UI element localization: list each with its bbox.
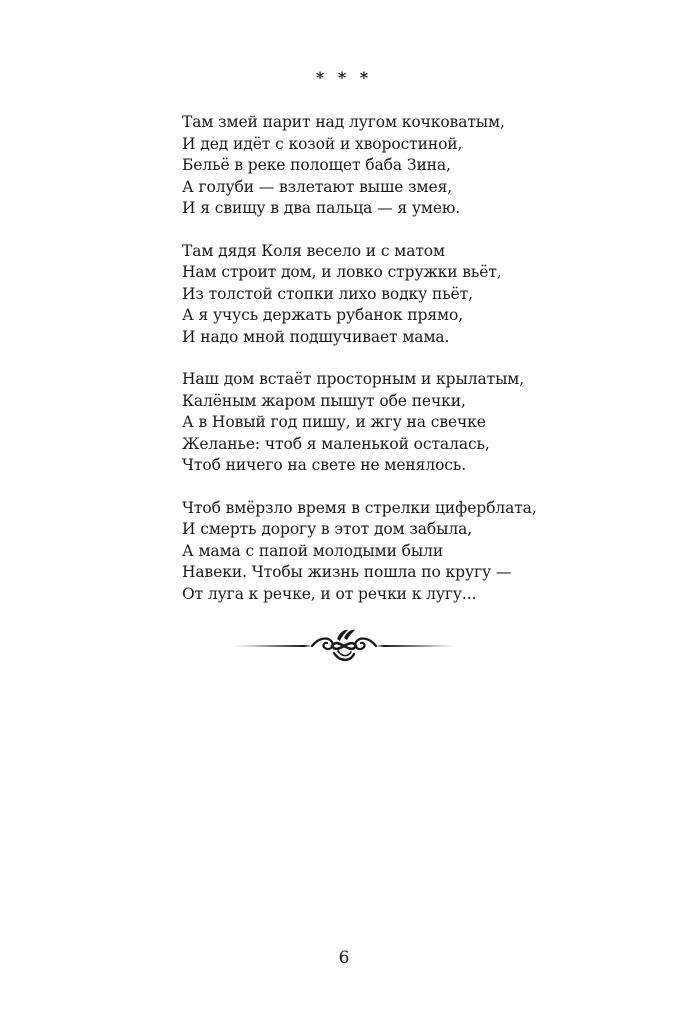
poem-line: Бельё в реке полощет баба Зина, <box>182 156 451 174</box>
poem-line: Там змей парит над лугом кочковатым, <box>182 113 505 131</box>
poem-line: И надо мной подшучивает мама. <box>182 327 450 346</box>
poem-line: Нам строит дом, и ловко стружки вьёт, <box>182 263 502 281</box>
poem-line: И я свищу в два пальца — я умею. <box>182 199 461 217</box>
poem-line: Наш дом встаёт просторным и крылатым, <box>182 370 525 388</box>
poem-line: Чтоб ничего на свете не менялось. <box>182 456 467 474</box>
poem-line: А в Новый год пишу, и жгу на свечке <box>182 413 486 431</box>
section-separator: * * * <box>315 68 373 87</box>
poem-line: Из толстой стопки лихо водку пьёт, <box>182 284 473 303</box>
poem-line: Чтоб вмёрзло время в стрелки циферблата, <box>182 498 537 517</box>
poem-line: Там дядя Коля весело и с матом <box>182 241 445 260</box>
poem-line: А я учусь держать рубанок прямо, <box>182 306 464 324</box>
poem-line: Калёным жаром пышут обе печки, <box>182 391 466 410</box>
stanza-4 <box>182 498 582 606</box>
poem-line: А голуби — взлетают выше змея, <box>182 177 453 196</box>
poem-line: От луга к речке, и от речки к лугу... <box>182 584 477 603</box>
poem-line: А мама с папой молодыми были <box>182 541 444 560</box>
page-number: 6 <box>338 948 350 968</box>
poem-line: И смерть дорогу в этот дом забыла, <box>182 520 473 538</box>
poem-line: И дед идёт с козой и хворостиной, <box>182 134 463 153</box>
stanza-2 <box>182 241 582 349</box>
flourish-ornament-icon <box>234 626 454 666</box>
poem-line: Желанье: чтоб я маленькой осталась, <box>182 434 490 453</box>
stanza-3 <box>182 369 582 477</box>
stanza-1 <box>182 112 582 220</box>
poem <box>182 112 582 626</box>
poem-line: Навеки. Чтобы жизнь пошла по кругу — <box>182 563 512 581</box>
